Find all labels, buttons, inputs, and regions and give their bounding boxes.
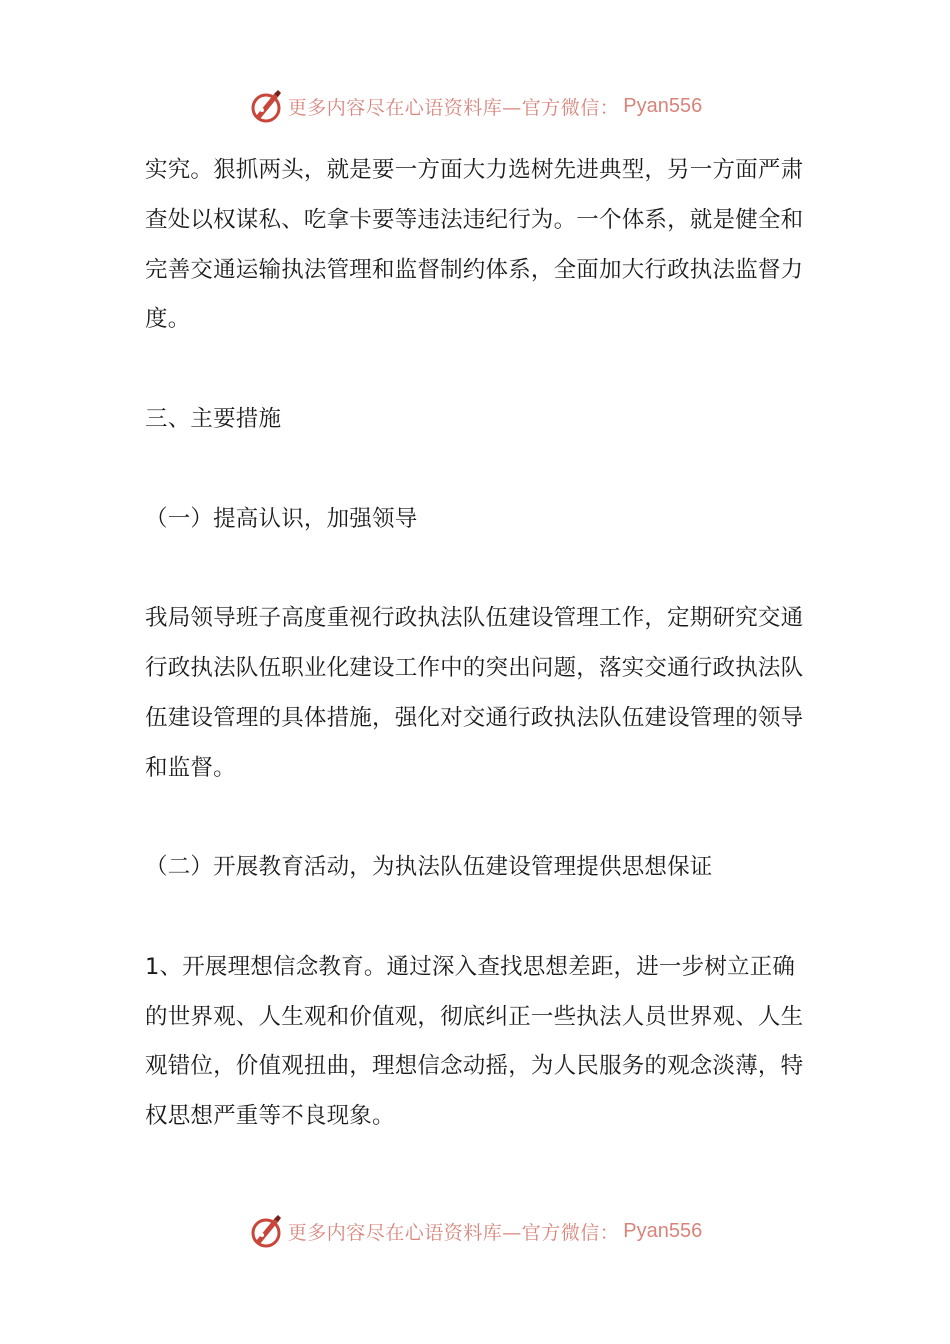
paragraph-ideals-education: 1、开展理想信念教育。通过深入查找思想差距，进一步树立正确的世界观、人生观和价值观，彻底纠正一些执法人员世界观、人生观错位，价值观扭曲，理想信念动摇，为人民服务的观念淡薄，特权思想严重等不良现象。 xyxy=(145,953,804,1130)
document-body xyxy=(145,146,815,1142)
subheading-1: （一）提高认识，加强领导 xyxy=(145,505,418,532)
watermark-text: 更多内容尽在心语资料库—官方微信： xyxy=(287,96,620,119)
section-heading-main-measures: 三、主要措施 xyxy=(145,405,282,432)
pen-logo-icon xyxy=(248,88,284,124)
watermark-wechat-id: Pyan556 xyxy=(623,94,703,117)
pen-logo-icon xyxy=(248,1213,284,1249)
header-watermark xyxy=(0,86,950,126)
footer-watermark xyxy=(0,1211,950,1251)
paragraph-intro: 实究。狠抓两头，就是要一方面大力选树先进典型，另一方面严肃查处以权谋私、吃拿卡要等违法违纪行为。一个体系，就是健全和完善交通运输执法管理和监督制约体系，全面加大行政执法监督力度。 xyxy=(145,157,804,333)
watermark-wechat-id: Pyan556 xyxy=(623,1219,703,1242)
subheading-2: （二）开展教育活动，为执法队伍建设管理提供思想保证 xyxy=(145,854,713,881)
paragraph-leadership: 我局领导班子高度重视行政执法队伍建设管理工作，定期研究交通行政执法队伍职业化建设工作中的突出问题，落实交通行政执法队伍建设管理的具体措施，强化对交通行政执法队伍建设管理的领导和监督。 xyxy=(145,605,804,781)
watermark-text: 更多内容尽在心语资料库—官方微信： xyxy=(287,1221,620,1244)
